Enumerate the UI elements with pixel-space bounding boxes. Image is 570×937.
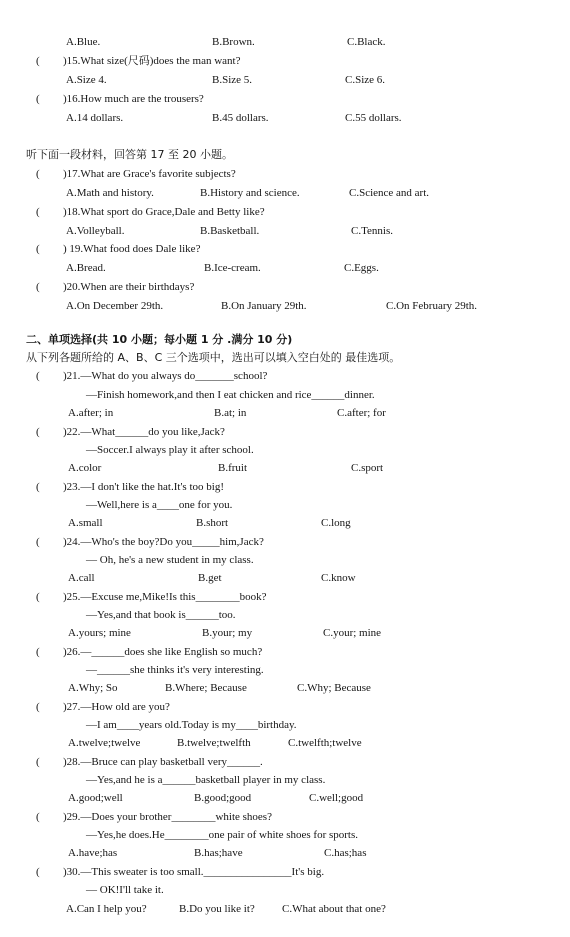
- q19-option-a[interactable]: A.Bread.: [66, 262, 106, 274]
- q29-option-a[interactable]: A.have;has: [68, 847, 118, 859]
- q28-line1: )28.—Bruce can play basketball very______.: [63, 756, 263, 768]
- answer-paren[interactable]: (: [36, 756, 40, 768]
- q18-text: )18.What sport do Grace,Dale and Betty like?: [63, 206, 265, 218]
- q25-line2: —Yes,and that book is______too.: [86, 609, 236, 621]
- q15-option-c[interactable]: C.Size 6.: [345, 74, 386, 86]
- q24-line2: — Oh, he's a new student in my class.: [86, 554, 254, 566]
- q28-option-a[interactable]: A.good;well: [68, 792, 123, 804]
- answer-paren[interactable]: (: [36, 168, 40, 180]
- q21-option-b[interactable]: B.at; in: [214, 407, 247, 419]
- q14-option-a[interactable]: A.Blue.: [66, 36, 101, 48]
- q16-option-c[interactable]: C.55 dollars.: [345, 112, 402, 124]
- answer-paren[interactable]: (: [36, 426, 40, 438]
- q18-option-a[interactable]: A.Volleyball.: [66, 225, 125, 237]
- q25-line1: )25.—Excuse me,Mike!Is this________book?: [63, 591, 267, 603]
- q22-line2: —Soccer.I always play it after school.: [86, 444, 254, 456]
- answer-paren[interactable]: (: [36, 206, 40, 218]
- q19-option-b[interactable]: B.Ice-cream.: [204, 262, 261, 274]
- section2-instruction: 从下列各题所给的 A、B、C 三个选项中，选出可以填入空白处的 最佳选项。: [26, 351, 401, 364]
- q27-option-a[interactable]: A.twelve;twelve: [68, 737, 141, 749]
- q30-line1: )30.—This sweater is too small.________________It's big.: [63, 866, 325, 878]
- q22-option-c[interactable]: C.sport: [351, 462, 384, 474]
- q30-option-b[interactable]: B.Do you like it?: [179, 903, 255, 915]
- q23-option-b[interactable]: B.short: [196, 517, 229, 529]
- q29-option-c[interactable]: C.has;has: [324, 847, 367, 859]
- q27-line2: —I am____years old.Today is my____birthday.: [86, 719, 297, 731]
- section2-title: 二、单项选择(共 10 小题；每小题 1 分 .满分 10 分): [26, 333, 293, 346]
- q19-text: ) 19.What food does Dale like?: [63, 243, 201, 255]
- q20-option-c[interactable]: C.On February 29th.: [386, 300, 478, 312]
- q15-text: )15.What size(尺码)does the man want?: [63, 55, 241, 67]
- q26-line2: —______she thinks it's very interesting.: [86, 664, 264, 676]
- q25-option-c[interactable]: C.your; mine: [323, 627, 382, 639]
- answer-paren[interactable]: (: [36, 811, 40, 823]
- q24-line1: )24.—Who's the boy?Do you_____him,Jack?: [63, 536, 264, 548]
- q26-option-c[interactable]: C.Why; Because: [297, 682, 371, 694]
- q14-option-c[interactable]: C.Black.: [347, 36, 386, 48]
- q21-option-c[interactable]: C.after; for: [337, 407, 386, 419]
- q24-option-c[interactable]: C.know: [321, 572, 356, 584]
- q14-option-b[interactable]: B.Brown.: [212, 36, 255, 48]
- q17-option-c[interactable]: C.Science and art.: [349, 187, 430, 199]
- q30-line2: — OK!I'll take it.: [86, 884, 164, 896]
- q17-option-a[interactable]: A.Math and history.: [66, 187, 154, 199]
- q29-option-b[interactable]: B.has;have: [194, 847, 243, 859]
- q18-option-b[interactable]: B.Basketball.: [200, 225, 260, 237]
- q27-line1: )27.—How old are you?: [63, 701, 170, 713]
- q24-option-b[interactable]: B.get: [198, 572, 222, 584]
- q20-option-b[interactable]: B.On January 29th.: [221, 300, 307, 312]
- q29-line1: )29.—Does your brother________white shoes?: [63, 811, 272, 823]
- q22-line1: )22.—What______do you like,Jack?: [63, 426, 225, 438]
- q27-option-b[interactable]: B.twelve;twelfth: [177, 737, 251, 749]
- answer-paren[interactable]: (: [36, 243, 40, 255]
- q23-option-c[interactable]: C.long: [321, 517, 351, 529]
- q26-line1: )26.—______does she like English so much?: [63, 646, 263, 658]
- q22-option-a[interactable]: A.color: [68, 462, 102, 474]
- q19-option-c[interactable]: C.Eggs.: [344, 262, 379, 274]
- q15-option-a[interactable]: A.Size 4.: [66, 74, 107, 86]
- answer-paren[interactable]: (: [36, 93, 40, 105]
- q25-option-a[interactable]: A.yours; mine: [68, 627, 131, 639]
- q21-line2: —Finish homework,and then I eat chicken and rice______dinner.: [86, 389, 375, 401]
- q17-option-b[interactable]: B.History and science.: [200, 187, 300, 199]
- answer-paren[interactable]: (: [36, 646, 40, 658]
- answer-paren[interactable]: (: [36, 591, 40, 603]
- q16-option-b[interactable]: B.45 dollars.: [212, 112, 269, 124]
- q22-option-b[interactable]: B.fruit: [218, 462, 248, 474]
- q18-option-c[interactable]: C.Tennis.: [351, 225, 394, 237]
- q25-option-b[interactable]: B.your; my: [202, 627, 253, 639]
- q23-line1: )23.—I don't like the hat.It's too big!: [63, 481, 224, 493]
- q21-line1: )21.—What do you always do_______school?: [63, 370, 268, 382]
- listening-instruction: 听下面一段材料，回答第 17 至 20 小题。: [26, 148, 233, 161]
- q28-option-c[interactable]: C.well;good: [309, 792, 364, 804]
- q27-option-c[interactable]: C.twelfth;twelve: [288, 737, 362, 749]
- q28-line2: —Yes,and he is a______basketball player in my class.: [86, 774, 326, 786]
- answer-paren[interactable]: (: [36, 370, 40, 382]
- q16-text: )16.How much are the trousers?: [63, 93, 204, 105]
- q28-option-b[interactable]: B.good;good: [194, 792, 252, 804]
- q20-option-a[interactable]: A.On December 29th.: [66, 300, 164, 312]
- q21-option-a[interactable]: A.after; in: [68, 407, 114, 419]
- q16-option-a[interactable]: A.14 dollars.: [66, 112, 124, 124]
- q15-option-b[interactable]: B.Size 5.: [212, 74, 253, 86]
- answer-paren[interactable]: (: [36, 281, 40, 293]
- q29-line2: —Yes,he does.He________one pair of white shoes for sports.: [86, 829, 359, 841]
- answer-paren[interactable]: (: [36, 701, 40, 713]
- q24-option-a[interactable]: A.call: [68, 572, 95, 584]
- q17-text: )17.What are Grace's favorite subjects?: [63, 168, 236, 180]
- q23-option-a[interactable]: A.small: [68, 517, 103, 529]
- answer-paren[interactable]: (: [36, 866, 40, 878]
- q23-line2: —Well,here is a____one for you.: [86, 499, 233, 511]
- q26-option-a[interactable]: A.Why; So: [68, 682, 118, 694]
- q20-text: )20.When are their birthdays?: [63, 281, 195, 293]
- q26-option-b[interactable]: B.Where; Because: [165, 682, 247, 694]
- answer-paren[interactable]: (: [36, 536, 40, 548]
- q30-option-c[interactable]: C.What about that one?: [282, 903, 386, 915]
- answer-paren[interactable]: (: [36, 481, 40, 493]
- answer-paren[interactable]: (: [36, 55, 40, 67]
- q30-option-a[interactable]: A.Can I help you?: [66, 903, 147, 915]
